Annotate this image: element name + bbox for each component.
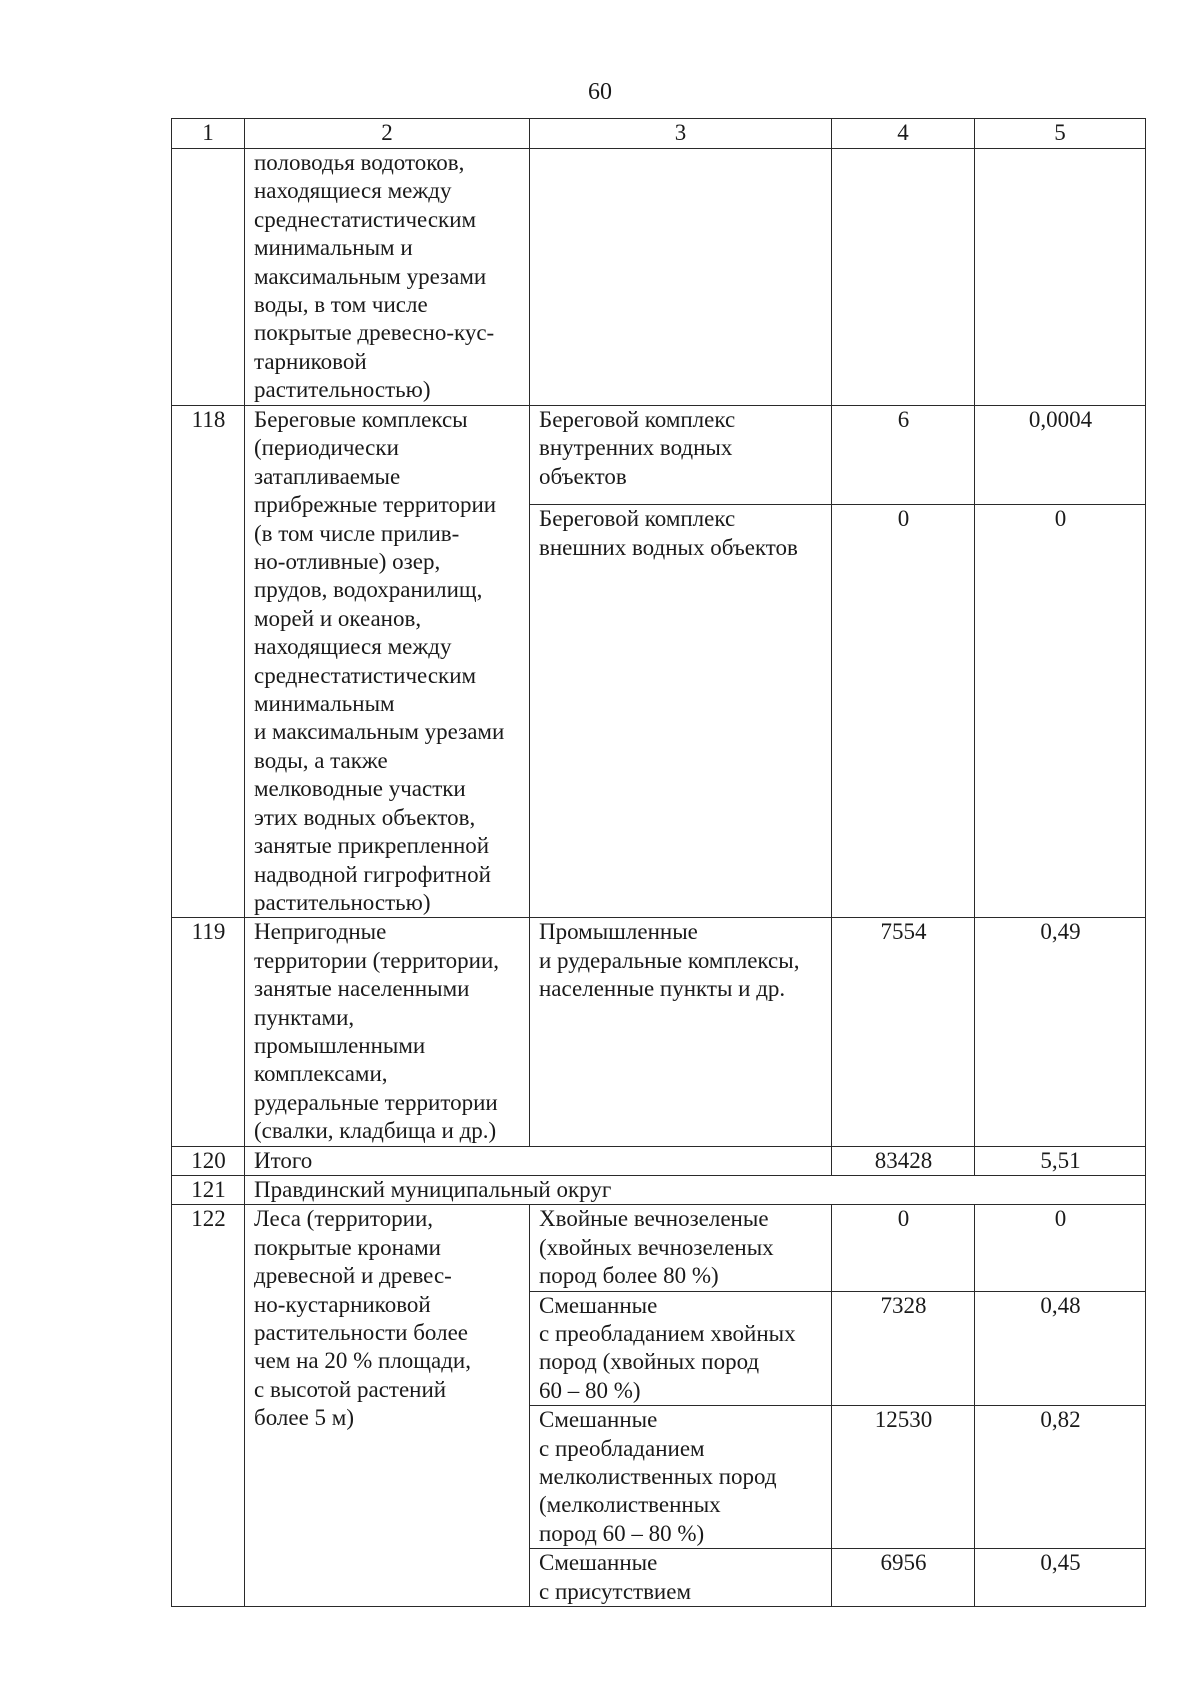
row-type: Смешанные с присутствием bbox=[530, 1549, 832, 1607]
row-name: половодья водотоков, находящиеся между среднестатистическим минимальным и максимальным урезами воды, в том числе покрытые древесно-кус- тарниковой растительностью) bbox=[245, 149, 530, 406]
table-row bbox=[172, 406, 1146, 505]
row-area: 83428 bbox=[832, 1146, 975, 1175]
row-area: 0 bbox=[832, 1205, 975, 1291]
table-row bbox=[172, 149, 1146, 406]
section-row bbox=[172, 1175, 1146, 1204]
total-row bbox=[172, 1146, 1146, 1175]
row-number: 120 bbox=[172, 1146, 245, 1175]
land-cover-table bbox=[171, 118, 1146, 1607]
column-header: 5 bbox=[975, 119, 1146, 149]
row-percent: 0,49 bbox=[975, 918, 1146, 1146]
row-type bbox=[530, 149, 832, 406]
total-label: Итого bbox=[245, 1146, 832, 1175]
row-number: 119 bbox=[172, 918, 245, 1146]
row-type: Смешанные с преобладанием мелколиственных пород (мелколиственных пород 60 – 80 %) bbox=[530, 1406, 832, 1549]
row-percent bbox=[975, 149, 1146, 406]
row-type: Хвойные вечнозеленые (хвойных вечнозеленых пород более 80 %) bbox=[530, 1205, 832, 1291]
row-number: 122 bbox=[172, 1205, 245, 1607]
row-type: Береговой комплекс внешних водных объектов bbox=[530, 505, 832, 918]
row-number: 118 bbox=[172, 406, 245, 918]
section-label: Правдинский муниципальный округ bbox=[245, 1175, 1146, 1204]
row-area: 6 bbox=[832, 406, 975, 505]
row-area: 12530 bbox=[832, 1406, 975, 1549]
row-percent: 0 bbox=[975, 1205, 1146, 1291]
row-name: Леса (территории, покрытые кронами древесной и древес- но-кустарниковой растительности более чем на 20 % площади, с высотой растений более 5 м) bbox=[245, 1205, 530, 1607]
table-row bbox=[172, 1205, 1146, 1291]
row-type: Береговой комплекс внутренних водных объектов bbox=[530, 406, 832, 505]
column-header: 2 bbox=[245, 119, 530, 149]
row-percent: 0,0004 bbox=[975, 406, 1146, 505]
row-area: 0 bbox=[832, 505, 975, 918]
row-area: 7328 bbox=[832, 1291, 975, 1406]
column-header: 4 bbox=[832, 119, 975, 149]
row-percent: 0,48 bbox=[975, 1291, 1146, 1406]
row-area: 7554 bbox=[832, 918, 975, 1146]
row-area bbox=[832, 149, 975, 406]
column-header: 3 bbox=[530, 119, 832, 149]
column-number-row bbox=[172, 119, 1146, 149]
column-header: 1 bbox=[172, 119, 245, 149]
table-row bbox=[172, 918, 1146, 1146]
row-name: Непригодные территории (территории, занятые населенными пунктами, промышленными комплексами, рудеральные территории (свалки, кладбища и др.) bbox=[245, 918, 530, 1146]
row-number bbox=[172, 149, 245, 406]
row-percent: 0,82 bbox=[975, 1406, 1146, 1549]
row-percent: 0 bbox=[975, 505, 1146, 918]
page-number: 60 bbox=[588, 79, 612, 105]
row-percent: 0,45 bbox=[975, 1549, 1146, 1607]
row-type: Промышленные и рудеральные комплексы, населенные пункты и др. bbox=[530, 918, 832, 1146]
row-name: Береговые комплексы (периодически затапливаемые прибрежные территории (в том числе прилив- но-отливные) озер, прудов, водохранилищ, морей и океанов, находящиеся между среднестатистическим минимальным и максимальным урезами воды, а также мелководные участки этих водных объектов, занятые прикрепленной надводной гигрофитной растительностью) bbox=[245, 406, 530, 918]
row-type: Смешанные с преобладанием хвойных пород (хвойных пород 60 – 80 %) bbox=[530, 1291, 832, 1406]
row-percent: 5,51 bbox=[975, 1146, 1146, 1175]
row-area: 6956 bbox=[832, 1549, 975, 1607]
row-number: 121 bbox=[172, 1175, 245, 1204]
